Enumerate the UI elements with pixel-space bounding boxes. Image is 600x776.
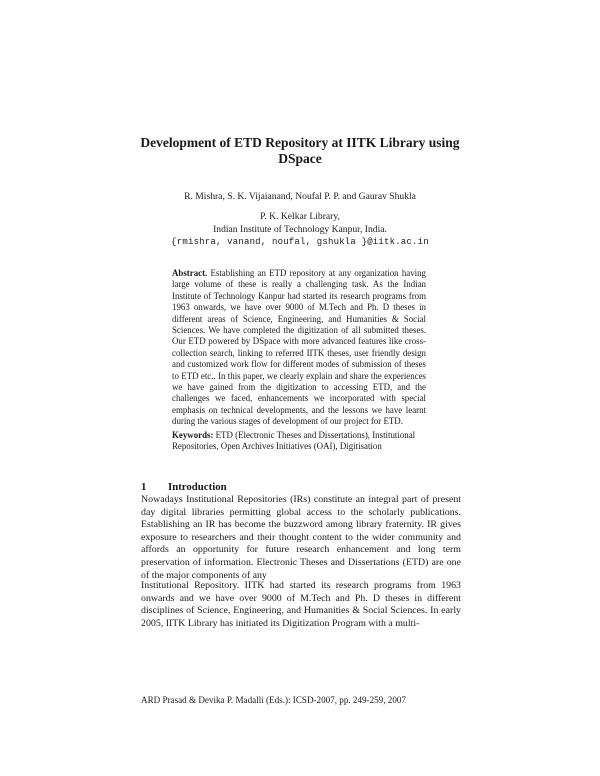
body-paragraph: Institutional Repository. IITK had started its research programs from 1963 onwards and we have over 9000 of M.Tech and Ph. D theses in different disciplines of Science, Engineering, and Humanities & Social Sciences. In early 2005, IITK Library has initiated its Digitization Program with a multi- — [141, 580, 461, 629]
body-paragraph: Nowadays Institutional Repositories (IRs) constitute an integral part of present day digital libraries permitting global access to the scholarly publications. Establishing an IR has become the buzzword among library fraternity. IR gives exposure to researchers and their thought content to the wider community and affords an opportunity for future research enhancement and long term preservation of information. Electronic Theses and Dissertations (ETD) are one of the major components of any — [141, 494, 461, 581]
title-line-2: DSpace — [278, 151, 322, 166]
keywords-label: Keywords: — [172, 430, 214, 440]
affiliation-library: P. K. Kelkar Library, — [260, 211, 340, 222]
abstract-label: Abstract. — [172, 268, 208, 278]
author-list: R. Mishra, S. K. Vijaianand, Noufal P. P. and Gaurav Shukla — [184, 191, 416, 202]
author-emails: {rmishra, vanand, noufal, gshukla }@iitk.ac.in — [171, 237, 429, 247]
section-title: Introduction — [168, 481, 227, 493]
keywords — [172, 430, 426, 453]
abstract-text: Establishing an ETD repository at any organization having large volume of these is really a challenging task. As the Indian Institute of Technology Kanpur had started its research programs from 1963 onwards, we have over 9000 of M.Tech and Ph. D theses in different areas of Science, Engineering, and Humanities & Social Sciences. We have completed the digitization of all submitted theses. Our ETD powered by DSpace with more advanced features like cross-collection search, linking to referred IITK theses, user friendly design and customized work flow for different modes of submission of theses to ETD etc.. In this paper, we clearly explain and share the experiences we have gained from the digitization to accessing ETD, and the challenges we faced, enhancements we incorporated with special emphasis on technical developments, and the lessons we have learnt during the various stages of development of our project for ETD. — [172, 268, 426, 427]
section-heading — [141, 481, 227, 493]
keywords-text: ETD (Electronic Theses and Dissertations), Institutional Repositories, Open Archives Initiatives (OAI), Digitisation — [172, 430, 416, 452]
affiliation — [100, 210, 500, 249]
page-footer: ARD Prasad & Devika P. Madalli (Eds.): ICSD-2007, pp. 249-259, 2007 — [141, 695, 406, 705]
paper-title — [120, 135, 480, 167]
affiliation-institute: Indian Institute of Technology Kanpur, India. — [213, 224, 387, 235]
title-line-1: Development of ETD Repository at IITK Library using — [140, 135, 460, 150]
abstract — [172, 268, 426, 428]
section-number: 1 — [141, 481, 147, 493]
